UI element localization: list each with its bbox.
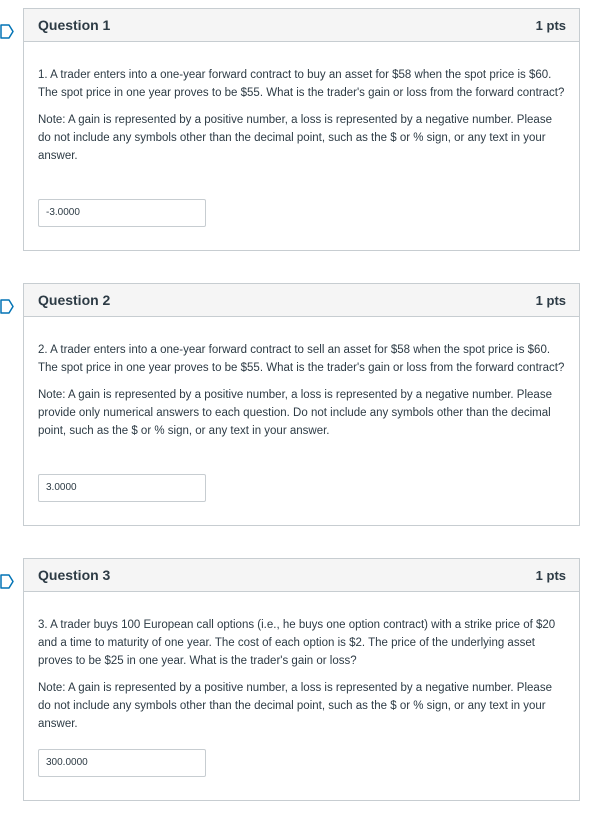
question-header [24, 559, 579, 592]
answer-value: -3.0000 [46, 207, 80, 218]
question-title: Question 1 [38, 17, 111, 33]
answer-input[interactable] [38, 749, 206, 777]
bookmark-flag-icon[interactable] [0, 299, 14, 314]
question-points: 1 pts [535, 568, 566, 583]
question-card [23, 558, 580, 801]
question-title: Question 3 [38, 567, 111, 583]
question-card [23, 8, 580, 251]
question-card [23, 283, 580, 526]
answer-value: 3.0000 [46, 482, 77, 493]
answer-input[interactable] [38, 199, 206, 227]
question-body [24, 317, 579, 440]
answer-input[interactable] [38, 474, 206, 502]
question-header [24, 9, 579, 42]
question-text: 1. A trader enters into a one-year forward contract to buy an asset for $58 when the spot price is $60. The spot price in one year proves to be $55. What is the trader's gain or loss from the forward contract? [38, 69, 565, 99]
question-note: Note: A gain is represented by a positive number, a loss is represented by a negative number. Please do not include any symbols other than the decimal point, such as the $ or % sign, or any text in your answer. [38, 114, 552, 162]
question-body [24, 592, 579, 733]
question-note: Note: A gain is represented by a positive number, a loss is represented by a negative number. Please do not include any symbols other than the decimal point, such as the $ or % sign, or any text in your answer. [38, 682, 552, 730]
question-title: Question 2 [38, 292, 111, 308]
question-note: Note: A gain is represented by a positive number, a loss is represented by a negative number. Please provide only numerical answers to each question. Do not include any symbols other than the decimal point, such as the $ or % sign, or any text in your answer. [38, 389, 552, 437]
question-text: 3. A trader buys 100 European call options (i.e., he buys one option contract) with a strike price of $20 and a time to maturity of one year. The cost of each option is $2. The price of the underlying asset proves to be $25 in one year. What is the trader's gain or loss? [38, 619, 556, 667]
question-text: 2. A trader enters into a one-year forward contract to sell an asset for $58 when the spot price is $60. The spot price in one year proves to be $55. What is the trader's gain or loss from the forward contract? [38, 344, 565, 374]
bookmark-flag-icon[interactable] [0, 574, 14, 589]
question-body [24, 42, 579, 165]
bookmark-flag-icon[interactable] [0, 24, 14, 39]
question-header [24, 284, 579, 317]
question-points: 1 pts [535, 18, 566, 33]
question-points: 1 pts [535, 293, 566, 308]
answer-value: 300.0000 [46, 757, 88, 768]
